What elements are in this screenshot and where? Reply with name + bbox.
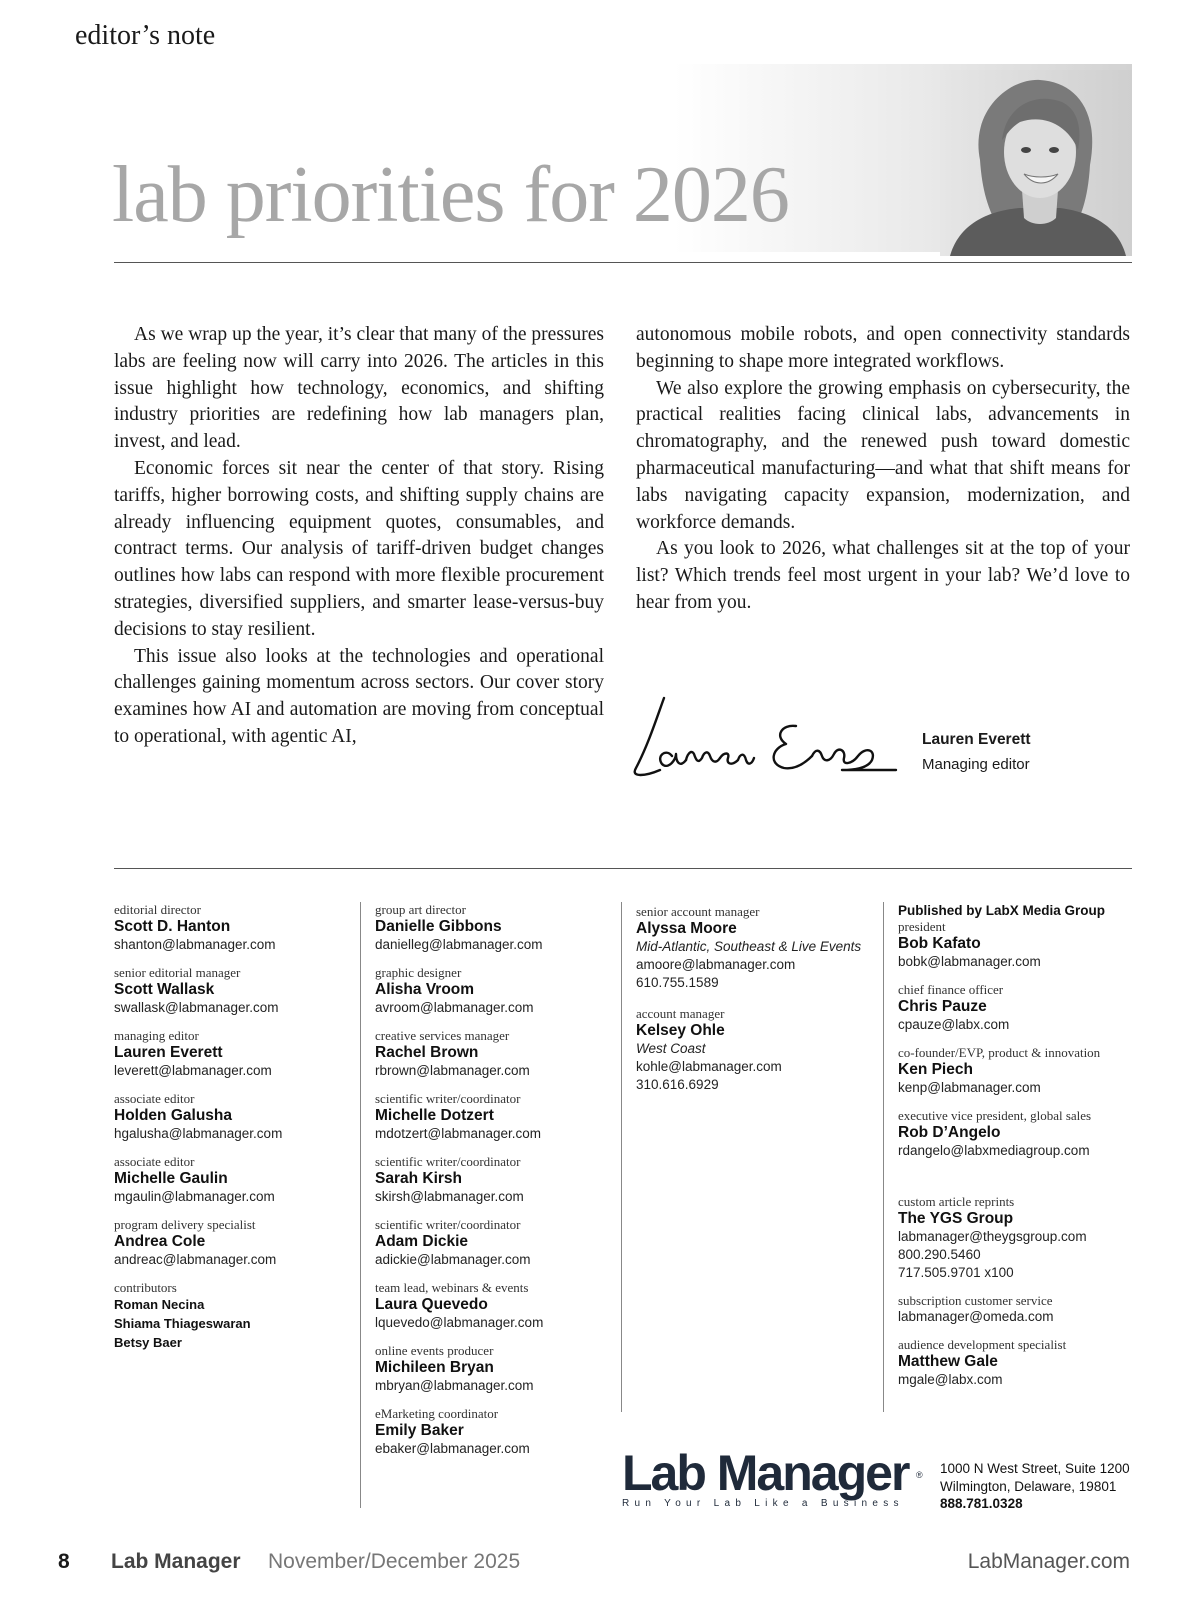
- staff-name: Matthew Gale: [898, 1353, 998, 1370]
- staff-entry: [375, 1091, 615, 1143]
- address-line: 1000 N West Street, Suite 1200: [940, 1461, 1130, 1476]
- staff-role: executive vice president, global sales: [898, 1108, 1092, 1123]
- staff-name: Michelle Gaulin: [114, 1170, 228, 1187]
- staff-role: custom article reprints: [898, 1194, 1015, 1209]
- staff-email[interactable]: ebaker@labmanager.com: [375, 1441, 530, 1456]
- staff-entry: [898, 919, 1138, 971]
- article-column-left: [114, 322, 604, 751]
- staff-email[interactable]: shanton@labmanager.com: [114, 937, 276, 952]
- staff-role: scientific writer/coordinator: [375, 1217, 521, 1232]
- footer-url[interactable]: LabManager.com: [967, 1550, 1130, 1573]
- staff-email[interactable]: andreac@labmanager.com: [114, 1252, 277, 1267]
- contributors-entry: [114, 1280, 364, 1352]
- staff-entry: [898, 1337, 1138, 1389]
- staff-email[interactable]: labmanager@omeda.com: [898, 1309, 1054, 1324]
- staff-role: audience development specialist: [898, 1337, 1067, 1352]
- staff-role: program delivery specialist: [114, 1217, 256, 1232]
- masthead-column-editorial: [114, 902, 364, 1363]
- staff-role: president: [898, 919, 946, 934]
- staff-email[interactable]: rbrown@labmanager.com: [375, 1063, 530, 1078]
- staff-name: Scott Wallask: [114, 981, 215, 998]
- staff-email[interactable]: skirsh@labmanager.com: [375, 1189, 524, 1204]
- signature-title: Managing editor: [922, 756, 1030, 773]
- staff-name: Bob Kafato: [898, 935, 981, 952]
- staff-email[interactable]: rdangelo@labxmediagroup.com: [898, 1143, 1090, 1158]
- staff-email[interactable]: kenp@labmanager.com: [898, 1080, 1041, 1095]
- address-phone: 888.781.0328: [940, 1496, 1023, 1511]
- masthead-column-sales: [636, 904, 880, 1105]
- staff-name: Alyssa Moore: [636, 920, 737, 937]
- staff-name: Rachel Brown: [375, 1044, 479, 1061]
- staff-name: Sarah Kirsh: [375, 1170, 463, 1187]
- staff-name: Michileen Bryan: [375, 1359, 494, 1376]
- staff-name: Laura Quevedo: [375, 1296, 488, 1313]
- staff-role: senior editorial manager: [114, 965, 241, 980]
- staff-role: graphic designer: [375, 965, 462, 980]
- header-divider: [114, 262, 1132, 263]
- section-label: editor’s note: [75, 20, 216, 51]
- staff-email[interactable]: cpauze@labx.com: [898, 1017, 1010, 1032]
- contributors-label: contributors: [114, 1280, 177, 1295]
- staff-email[interactable]: danielleg@labmanager.com: [375, 937, 543, 952]
- staff-name: Lauren Everett: [114, 1044, 223, 1061]
- logo-tagline: Run Your Lab Like a Business: [622, 1498, 904, 1509]
- staff-name: Chris Pauze: [898, 998, 987, 1015]
- staff-role: chief finance officer: [898, 982, 1004, 997]
- staff-role: senior account manager: [636, 904, 760, 919]
- staff-region: Mid-Atlantic, Southeast & Live Events: [636, 939, 862, 954]
- article-paragraph: This issue also looks at the technologies and operational challenges gaining momentum across sectors. Our cover story examines how AI and automation are moving from conceptual to operational, with agentic AI,: [114, 645, 604, 747]
- column-separator: [360, 902, 361, 1508]
- staff-entry: [114, 902, 364, 954]
- staff-entry: [375, 1343, 615, 1395]
- staff-entry: [898, 1194, 1138, 1282]
- staff-name: Ken Piech: [898, 1061, 973, 1078]
- column-separator: [883, 902, 884, 1412]
- staff-region: West Coast: [636, 1041, 706, 1056]
- staff-email[interactable]: mdotzert@labmanager.com: [375, 1126, 542, 1141]
- staff-entry: [114, 1217, 364, 1269]
- staff-name: Michelle Dotzert: [375, 1107, 494, 1124]
- staff-email[interactable]: bobk@labmanager.com: [898, 954, 1041, 969]
- article-column-right: [636, 322, 1130, 617]
- article-paragraph: We also explore the growing emphasis on cybersecurity, the practical realities facing clinical labs, advancements in chromatography, and the renewed push toward domestic pharmaceutical manufacturing—and what that shift means for labs navigating capacity expansion, modernization, and workforce demands.: [636, 377, 1130, 533]
- masthead-divider: [114, 868, 1132, 869]
- staff-name: Andrea Cole: [114, 1233, 206, 1250]
- staff-phone: 717.505.9701 x100: [898, 1265, 1014, 1280]
- staff-name: Alisha Vroom: [375, 981, 475, 998]
- article-paragraph: Economic forces sit near the center of that story. Rising tariffs, higher borrowing costs, and shifting supply chains are already influencing equipment quotes, consumables, and contract terms. Our analysis of tariff-driven budget changes outlines how labs can respond with more flexible procurement strategies, diversified suppliers, and smarter lease-versus-buy decisions to stay resilient.: [114, 457, 604, 640]
- page-title: lab priorities for 2026: [112, 151, 789, 239]
- staff-role: subscription customer service: [898, 1293, 1053, 1308]
- lab-manager-logo: Lab Manager: [622, 1445, 909, 1501]
- staff-entry: [375, 1154, 615, 1206]
- column-separator: [621, 902, 622, 1412]
- staff-role: associate editor: [114, 1091, 195, 1106]
- address-line: Wilmington, Delaware, 19801: [940, 1478, 1117, 1494]
- staff-email[interactable]: mbryan@labmanager.com: [375, 1378, 534, 1393]
- staff-email[interactable]: mgaulin@labmanager.com: [114, 1189, 275, 1204]
- staff-role: creative services manager: [375, 1028, 510, 1043]
- staff-name: Holden Galusha: [114, 1107, 232, 1124]
- footer-issue-date: November/December 2025: [268, 1550, 521, 1573]
- article-paragraph: autonomous mobile robots, and open connectivity standards beginning to shape more integrated workflows.: [636, 324, 1130, 372]
- article-paragraph: As we wrap up the year, it’s clear that many of the pressures labs are feeling now will carry into 2026. The articles in this issue highlight how technology, economics, and shifting industry priorities are redefining how lab managers plan, invest, and lead.: [114, 324, 604, 453]
- masthead-column-publisher: [898, 902, 1138, 1400]
- staff-role: account manager: [636, 1006, 725, 1021]
- contributor-name: Betsy Baer: [114, 1335, 182, 1350]
- staff-role: online events producer: [375, 1343, 494, 1358]
- staff-entry: [114, 1091, 364, 1143]
- staff-name: Danielle Gibbons: [375, 918, 502, 935]
- publisher-address: [940, 1460, 1130, 1513]
- staff-role: co-founder/EVP, product & innovation: [898, 1045, 1101, 1060]
- editor-portrait: [940, 70, 1132, 256]
- staff-entry: [375, 902, 615, 954]
- staff-entry: [114, 965, 364, 1017]
- staff-entry: [636, 904, 880, 992]
- staff-entry: [898, 1293, 1138, 1326]
- signature-name: Lauren Everett: [922, 731, 1031, 748]
- staff-phone: 800.290.5460: [898, 1247, 981, 1262]
- footer-brand: Lab Manager: [111, 1550, 241, 1573]
- staff-phone: 610.755.1589: [636, 975, 719, 990]
- registered-mark: ®: [916, 1470, 923, 1480]
- staff-entry: [375, 1280, 615, 1332]
- staff-name: Emily Baker: [375, 1422, 464, 1439]
- staff-role: group art director: [375, 902, 466, 917]
- staff-role: associate editor: [114, 1154, 195, 1169]
- staff-email[interactable]: hgalusha@labmanager.com: [114, 1126, 283, 1141]
- publisher-heading: Published by LabX Media Group: [898, 903, 1106, 918]
- staff-role: managing editor: [114, 1028, 199, 1043]
- contributor-name: Shiama Thiageswaran: [114, 1316, 251, 1331]
- masthead-column-creative: [375, 902, 615, 1469]
- staff-email[interactable]: swallask@labmanager.com: [114, 1000, 279, 1015]
- staff-entry: [375, 1028, 615, 1080]
- staff-entry: [898, 1108, 1138, 1160]
- staff-entry: [375, 1406, 615, 1458]
- staff-name: Scott D. Hanton: [114, 918, 231, 935]
- staff-role: scientific writer/coordinator: [375, 1154, 521, 1169]
- staff-entry: [114, 1154, 364, 1206]
- staff-email[interactable]: amoore@labmanager.com: [636, 957, 796, 972]
- staff-email[interactable]: avroom@labmanager.com: [375, 1000, 534, 1015]
- staff-email[interactable]: adickie@labmanager.com: [375, 1252, 531, 1267]
- staff-entry: [898, 1045, 1138, 1097]
- portrait-image: [940, 70, 1132, 256]
- contributor-name: Roman Necina: [114, 1297, 205, 1312]
- staff-role: editorial director: [114, 902, 201, 917]
- staff-name: Adam Dickie: [375, 1233, 469, 1250]
- staff-name: Kelsey Ohle: [636, 1022, 725, 1039]
- staff-entry: [375, 1217, 615, 1269]
- page-number: 8: [58, 1550, 70, 1573]
- staff-role: scientific writer/coordinator: [375, 1091, 521, 1106]
- staff-email[interactable]: labmanager@theygsgroup.com: [898, 1229, 1087, 1244]
- article-paragraph: As you look to 2026, what challenges sit at the top of your list? Which trends feel most urgent in your lab? We’d love to hear from you.: [636, 538, 1130, 613]
- staff-phone: 310.616.6929: [636, 1077, 719, 1092]
- staff-email[interactable]: mgale@labx.com: [898, 1372, 1003, 1387]
- staff-email[interactable]: kohle@labmanager.com: [636, 1059, 782, 1074]
- staff-entry: [375, 965, 615, 1017]
- staff-email[interactable]: lquevedo@labmanager.com: [375, 1315, 544, 1330]
- staff-name: Rob D’Angelo: [898, 1124, 1001, 1141]
- staff-entry: [114, 1028, 364, 1080]
- staff-role: eMarketing coordinator: [375, 1406, 499, 1421]
- staff-name: The YGS Group: [898, 1210, 1014, 1227]
- staff-role: team lead, webinars & events: [375, 1280, 529, 1295]
- staff-entry: [898, 982, 1138, 1034]
- staff-email[interactable]: leverett@labmanager.com: [114, 1063, 272, 1078]
- staff-entry: [636, 1006, 880, 1094]
- handwritten-signature: [626, 690, 906, 785]
